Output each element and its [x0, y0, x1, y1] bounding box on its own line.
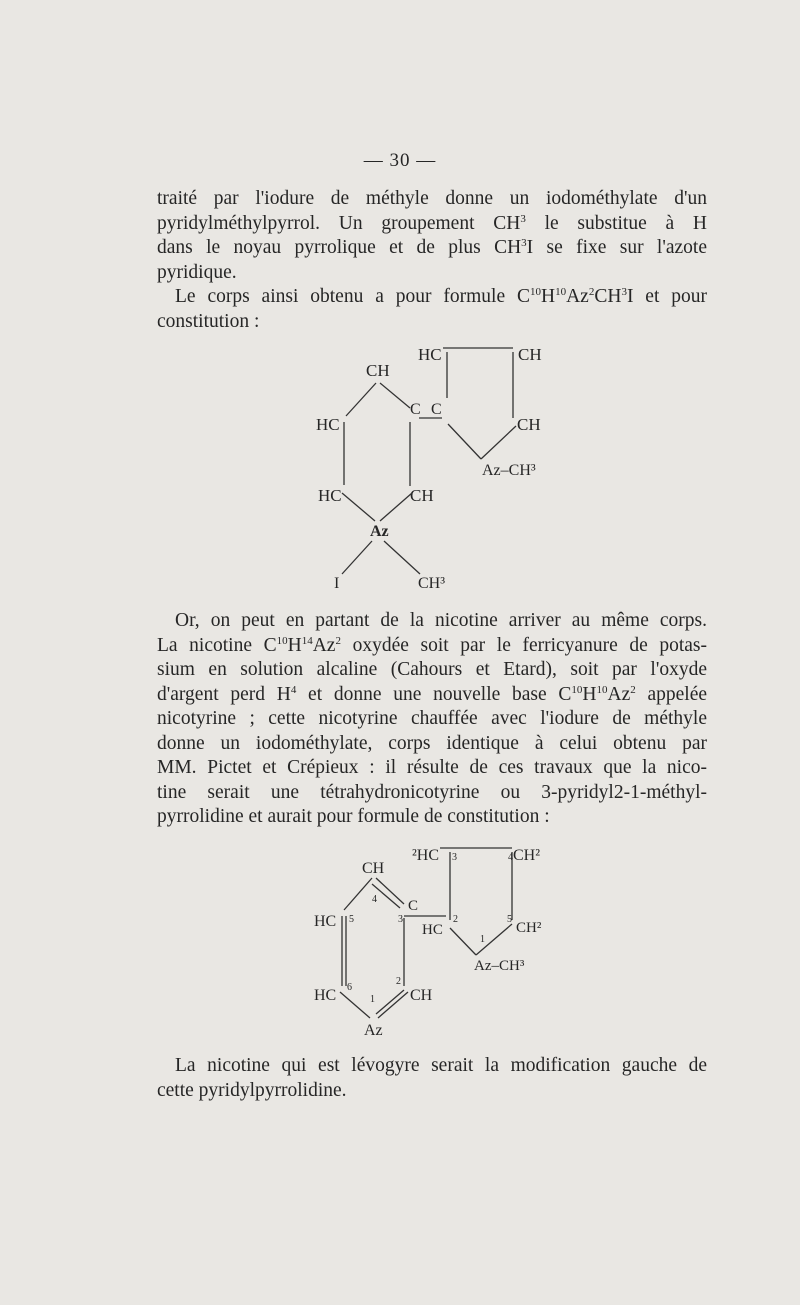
ring-number: 2	[396, 976, 401, 987]
bond	[481, 426, 516, 459]
atom-label: HC	[418, 345, 442, 364]
paragraph-3	[157, 609, 707, 830]
atom-label: I	[334, 575, 340, 592]
bond	[376, 990, 404, 1014]
ring-number: 1	[480, 934, 485, 945]
bond	[342, 541, 372, 574]
ring-number: 4	[372, 894, 377, 905]
paragraph-4	[157, 1054, 707, 1103]
atom-label: C	[431, 401, 442, 418]
atom-label: CH³	[418, 575, 446, 592]
ring-number: 2	[453, 914, 458, 925]
atom-label: CH	[366, 361, 390, 380]
atom-label: C	[410, 401, 421, 418]
atom-label: CH	[410, 987, 433, 1004]
text-line: d'argent perd $H^4$ et donne une nouvelle base $C^{10}H^{10}Az^2$ appelée	[157, 683, 707, 705]
paragraph-1	[157, 187, 707, 285]
page-number: — 30 —	[363, 150, 437, 171]
bond	[346, 383, 376, 416]
atom-label: Az	[370, 523, 389, 540]
atom-label: C	[408, 898, 419, 914]
atom-label: HC	[314, 913, 337, 930]
text-line: pyrrolidine et aurait pour formule de constitution :	[157, 806, 550, 827]
text-line: dans le noyau pyrrolique et de plus $CH^3I$ se fixe sur l'azote	[157, 237, 707, 258]
text-line: La nicotine qui est lévogyre serait la modification gauche de	[175, 1055, 707, 1076]
ring-number: 5	[507, 914, 512, 925]
atom-label: Az	[364, 1022, 383, 1039]
text-line: pyridique.	[157, 261, 237, 283]
ring-number: 6	[347, 982, 352, 993]
ring-number: 3	[452, 852, 457, 863]
ring-number: 3	[398, 914, 403, 925]
atom-label: HC	[318, 486, 342, 505]
structural-formula-2	[300, 840, 580, 1040]
text-line: constitution :	[157, 310, 260, 332]
ring-number: 1	[370, 994, 375, 1005]
bond	[344, 878, 372, 910]
ring-number: 5	[349, 914, 354, 925]
atom-label: CH²	[516, 920, 542, 936]
bond	[380, 493, 412, 521]
text-line: sium en solution alcaline (Cahours et Etard), soit par l'oxyde	[157, 659, 707, 680]
atom-label: CH	[410, 486, 434, 505]
bond	[340, 992, 370, 1018]
paragraph-2	[157, 285, 707, 334]
atom-label: HC	[314, 987, 337, 1004]
atom-label: CH²	[513, 847, 541, 864]
text-line: traité par l'iodure de méthyle donne un iodométhylate d'un	[157, 188, 707, 209]
ring-number: 4	[508, 852, 513, 863]
bond	[448, 424, 481, 459]
bond	[450, 928, 476, 955]
bond	[384, 541, 420, 574]
text-line: La nicotine $C^{10}H^{14}Az^2$ oxydée soit par le ferricyanure de potas-	[157, 634, 707, 656]
text-line: donne un iodométhylate, corps identique à celui obtenu par	[157, 732, 707, 754]
atom-label: CH	[517, 415, 541, 434]
text-line: Le corps ainsi obtenu a pour formule $C^{10}H^{10}Az^2CH^3I$ et pour	[175, 286, 708, 307]
text-line: tine serait une tétrahydronicotyrine ou 3-pyridyl2-1-méthyl-	[157, 781, 707, 803]
text-line: pyridylméthylpyrrol. Un groupement $CH^3$ le substitue à H	[157, 212, 707, 234]
atom-label: HC	[422, 922, 443, 938]
atom-label: ²HC	[412, 847, 440, 864]
atom-label: CH	[362, 860, 385, 877]
structural-formula-1	[300, 338, 560, 598]
text-line: nicotyrine ; cette nicotyrine chauffée avec l'iodure de méthyle	[157, 708, 707, 729]
bond	[380, 383, 410, 408]
text-line: MM. Pictet et Crépieux : il résulte de ces travaux que la nico-	[157, 757, 707, 778]
atom-label: CH	[518, 345, 542, 364]
bond	[342, 493, 375, 521]
atom-label: Az–CH³	[482, 462, 536, 479]
text-line: Or, on peut en partant de la nicotine arriver au même corps.	[175, 610, 707, 631]
atom-label: HC	[316, 415, 340, 434]
atom-label: Az–CH³	[474, 958, 525, 974]
text-line: cette pyridylpyrrolidine.	[157, 1079, 347, 1101]
bond	[378, 992, 408, 1018]
